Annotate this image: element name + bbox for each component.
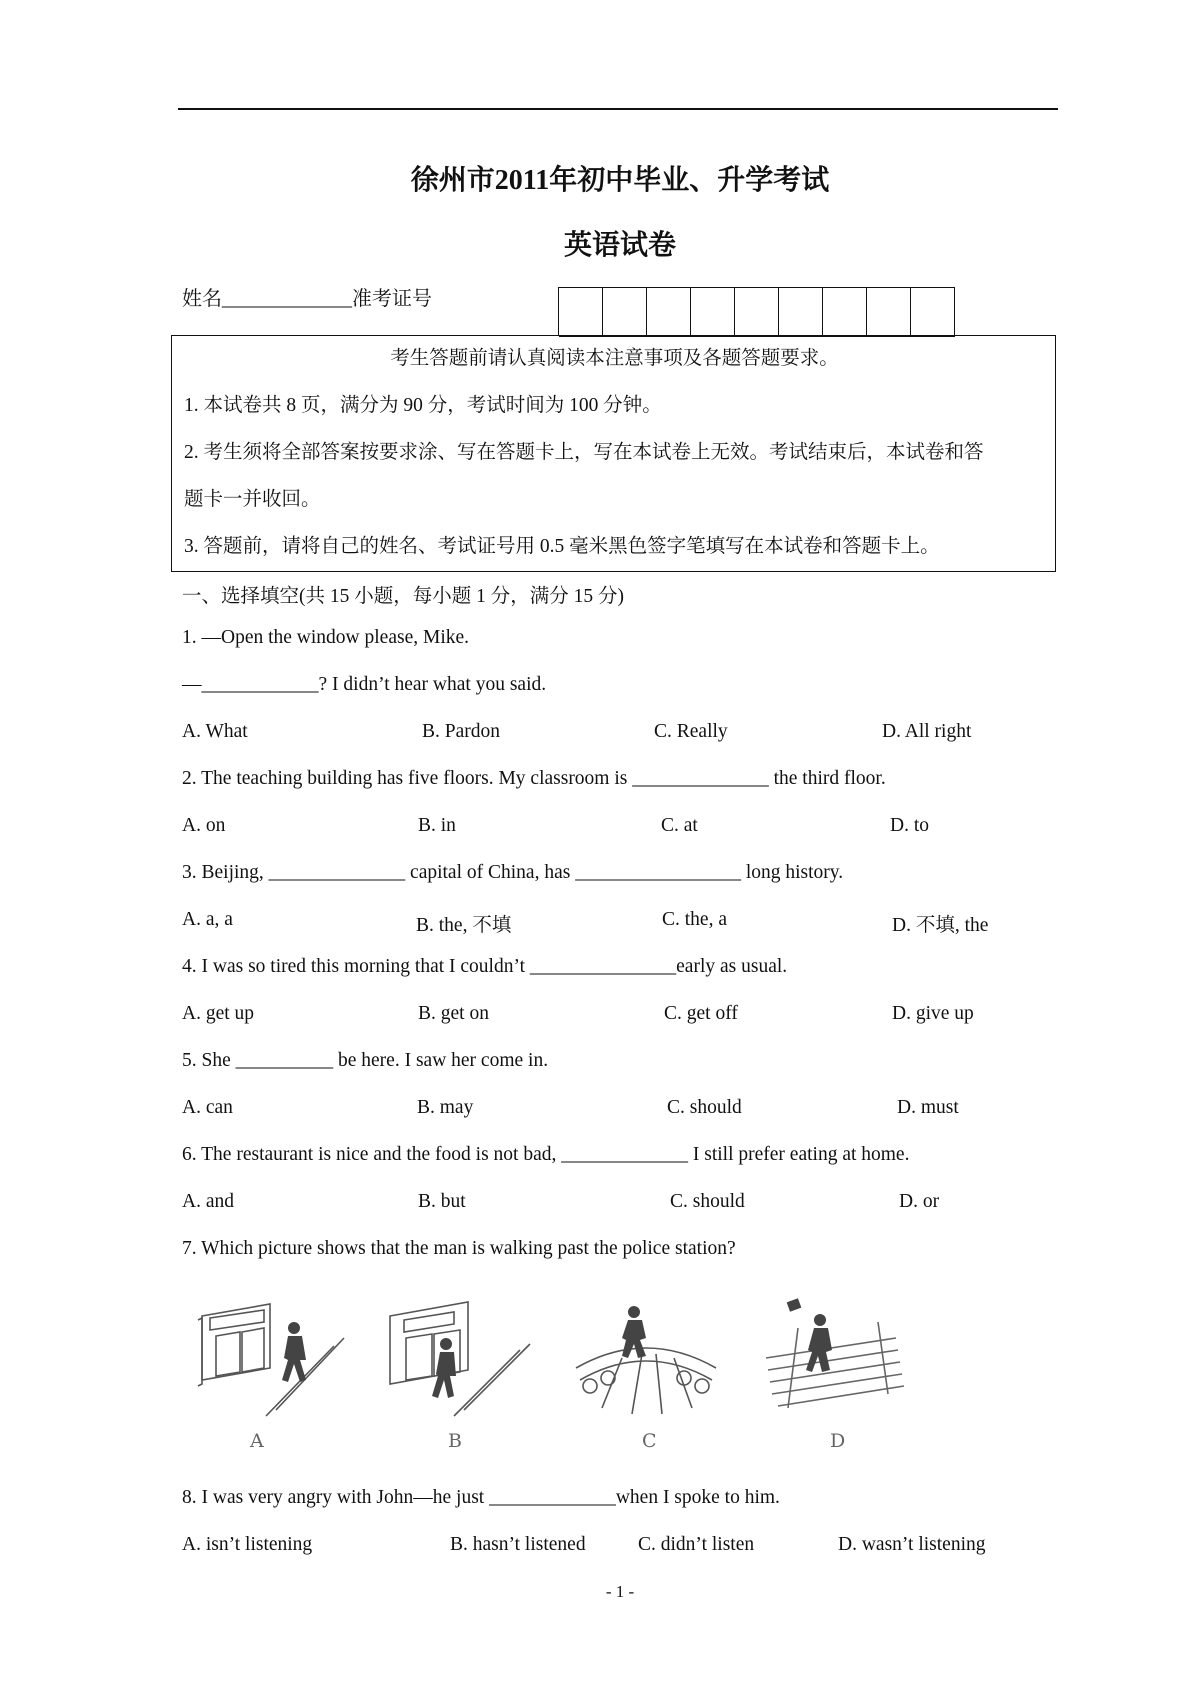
option-a: A. on: [182, 815, 226, 836]
option-c: C. should: [670, 1191, 745, 1212]
option-a: A. and: [182, 1191, 234, 1212]
exam-number-cell: [647, 287, 691, 337]
question-stem: 6. The restaurant is nice and the food is not bad, _____________ I still prefer eating at home.: [182, 1144, 910, 1165]
option-d: D. must: [897, 1097, 959, 1118]
option-d: D. give up: [892, 1003, 974, 1024]
exam-number-cell: [823, 287, 867, 337]
option-d: D. wasn’t listening: [838, 1534, 986, 1555]
option-c: C. should: [667, 1097, 742, 1118]
question-stem: 5. She __________ be here. I saw her come in.: [182, 1050, 549, 1071]
question-7-pictures: [196, 1298, 896, 1458]
option-a: A. What: [182, 721, 248, 742]
exam-number-cell: [559, 287, 603, 337]
option-b: B. may: [417, 1097, 474, 1118]
exam-title: 徐州市2011年初中毕业、升学考试: [410, 165, 830, 196]
picture-label-a: A: [250, 1430, 264, 1452]
notice-heading: 考生答题前请认真阅读本注意事项及各题答题要求。: [390, 348, 839, 369]
exam-number-label: 准考证号: [352, 288, 432, 310]
picture-a-walking-past-station: [196, 1298, 346, 1418]
option-c: C. at: [661, 815, 698, 836]
option-b: B. the, 不填: [416, 915, 512, 936]
question-stem-reply: —____________? I didn’t hear what you said.: [182, 674, 547, 695]
question-stem: 7. Which picture shows that the man is walking past the police station?: [182, 1238, 736, 1259]
option-a: A. a, a: [182, 909, 233, 930]
section-heading: 一、选择填空(共 15 小题，每小题 1 分，满分 15 分): [182, 586, 624, 607]
option-d: D. to: [890, 815, 929, 836]
option-c: C. Really: [654, 721, 728, 742]
exam-number-boxes: [558, 287, 955, 335]
exam-number-cell: [735, 287, 779, 337]
notice-line: 2. 考生须将全部答案按要求涂、写在答题卡上，写在本试卷上无效。考试结束后，本试卷和答: [184, 442, 984, 463]
option-b: B. in: [418, 815, 456, 836]
notice-line: 1. 本试卷共 8 页，满分为 90 分，考试时间为 100 分钟。: [184, 395, 662, 416]
picture-b-walking-out-station: [384, 1298, 534, 1418]
option-b: B. hasn’t listened: [450, 1534, 586, 1555]
option-d: D. All right: [882, 721, 972, 742]
exam-subtitle: 英语试卷: [563, 230, 676, 261]
option-d: D. 不填, the: [892, 915, 989, 936]
exam-number-cell: [603, 287, 647, 337]
picture-label-b: B: [448, 1430, 462, 1452]
picture-c-crossing-bridge: [572, 1298, 722, 1418]
question-stem: 4. I was so tired this morning that I couldn’t _______________early as usual.: [182, 956, 788, 977]
option-b: B. get on: [418, 1003, 489, 1024]
option-b: B. Pardon: [422, 721, 500, 742]
name-label: 姓名: [182, 288, 222, 310]
exam-number-cell: [691, 287, 735, 337]
option-a: A. can: [182, 1097, 233, 1118]
option-a: A. isn’t listening: [182, 1534, 313, 1555]
notice-line: 3. 答题前，请将自己的姓名、考试证号用 0.5 毫米黑色签字笔填写在本试卷和答题卡上。: [184, 536, 940, 557]
exam-number-cell: [779, 287, 823, 337]
picture-label-d: D: [830, 1430, 846, 1452]
notice-box: [171, 335, 1056, 572]
question-stem: 1. —Open the window please, Mike.: [182, 627, 470, 648]
option-a: A. get up: [182, 1003, 255, 1024]
picture-d-zebra-crossing: [758, 1298, 908, 1418]
page-number: - 1 -: [605, 1582, 635, 1601]
option-c: C. the, a: [662, 909, 727, 930]
option-c: C. didn’t listen: [638, 1534, 755, 1555]
question-stem: 2. The teaching building has five floors. My classroom is ______________ the third floor.: [182, 768, 886, 789]
question-stem: 8. I was very angry with John—he just _____________when I spoke to him.: [182, 1487, 780, 1508]
option-b: B. but: [418, 1191, 466, 1212]
exam-number-cell: [867, 287, 911, 337]
candidate-info-row: [182, 282, 432, 311]
exam-number-cell: [911, 287, 955, 337]
option-c: C. get off: [664, 1003, 738, 1024]
name-blank: _____________: [222, 288, 352, 310]
top-rule: [178, 108, 1058, 110]
picture-label-c: C: [642, 1430, 657, 1452]
notice-line: 题卡一并收回。: [184, 489, 321, 510]
question-stem: 3. Beijing, ______________ capital of China, has _________________ long history.: [182, 862, 844, 883]
option-d: D. or: [899, 1191, 940, 1212]
